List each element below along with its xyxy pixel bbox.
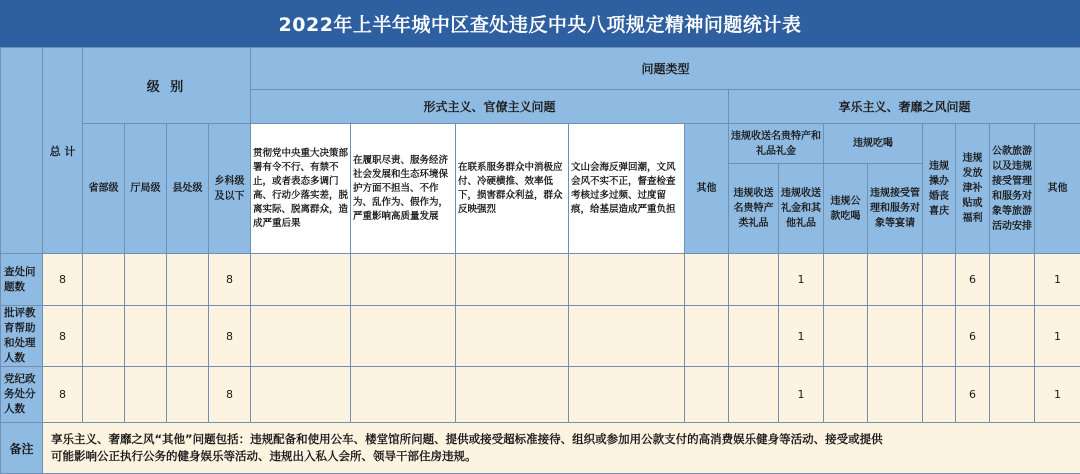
formalism-cell xyxy=(685,306,729,367)
dining-item-banquets: 违规接受管理和服务对象等宴请 xyxy=(868,164,923,254)
hedonism-cell xyxy=(990,254,1035,306)
note-text xyxy=(43,423,1080,474)
row-label: 查处问题数 xyxy=(1,254,43,306)
total-cell: 8 xyxy=(43,367,83,423)
note-line-2: 可能影响公正执行公务的健身娱乐等活动、违规出入私人会所、领导干部住房违规。 xyxy=(51,448,1072,465)
hedonism-cell: 6 xyxy=(956,367,990,423)
hedonism-cell xyxy=(923,254,956,306)
formalism-cell xyxy=(569,367,685,423)
hedonism-cell: 6 xyxy=(956,254,990,306)
level-cell: 8 xyxy=(209,254,251,306)
hedonism-allowances: 违规发放津补贴或福利 xyxy=(956,124,990,254)
gift-cell xyxy=(729,367,779,423)
hedonism-cell xyxy=(990,367,1035,423)
dining-group-header: 违规吃喝 xyxy=(824,124,923,164)
problem-type-header: 问题类型 xyxy=(251,48,1080,90)
formalism-cell xyxy=(251,306,351,367)
row-label: 党纪政务处分人数 xyxy=(1,367,43,423)
gift-cell: 1 xyxy=(779,254,824,306)
level-cell xyxy=(167,254,209,306)
formalism-cell xyxy=(685,367,729,423)
statistics-table xyxy=(0,47,1080,474)
level-cell xyxy=(167,306,209,367)
gift-cell xyxy=(729,254,779,306)
level-cell xyxy=(125,367,167,423)
hedonism-cell: 1 xyxy=(1035,254,1080,306)
formalism-cell xyxy=(251,367,351,423)
gift-item-specialty: 违规收送名贵特产类礼品 xyxy=(729,164,779,254)
hedonism-cell: 6 xyxy=(956,306,990,367)
formalism-item-3: 在联系服务群众中消极应付、冷硬横推、效率低下，损害群众利益，群众反映强烈 xyxy=(456,124,569,254)
level-cell: 8 xyxy=(209,306,251,367)
level-group-header: 级 别 xyxy=(83,48,251,124)
header-row-1 xyxy=(1,48,1080,90)
hedonism-travel: 公款旅游以及违规接受管理和服务对象等旅游活动安排 xyxy=(990,124,1035,254)
formalism-header: 形式主义、官僚主义问题 xyxy=(251,90,729,124)
dining-cell xyxy=(868,254,923,306)
level-bureau: 厅局级 xyxy=(125,124,167,254)
formalism-cell xyxy=(569,254,685,306)
total-cell: 8 xyxy=(43,254,83,306)
hedonism-header: 享乐主义、奢靡之风问题 xyxy=(729,90,1080,124)
dining-cell xyxy=(824,254,868,306)
formalism-cell xyxy=(456,367,569,423)
formalism-item-4: 文山会海反弹回潮，文风会风不实不正，督查检查考核过多过频、过度留痕，给基层造成严重负担 xyxy=(569,124,685,254)
row-label: 批评教育帮助和处理人数 xyxy=(1,306,43,367)
gift-item-cash: 违规收送礼金和其他礼品 xyxy=(779,164,824,254)
formalism-item-1: 贯彻党中央重大决策部署有令不行、有禁不止，或者表态多调门高、行动少落实差，脱离实际、脱离群众，造成严重后果 xyxy=(251,124,351,254)
gift-cell: 1 xyxy=(779,367,824,423)
formalism-cell xyxy=(351,306,456,367)
dining-item-public-funds: 违规公款吃喝 xyxy=(824,164,868,254)
hedonism-cell xyxy=(990,306,1035,367)
note-line-1: 享乐主义、奢靡之风“其他”问题包括：违规配备和使用公车、楼堂馆所问题、提供或接受超标准接待、组织或参加用公款支付的高消费娱乐健身等活动、接受或提供 xyxy=(51,431,1072,448)
formalism-item-2: 在履职尽责、服务经济社会发展和生态环境保护方面不担当、不作为、乱作为、假作为，严重影响高质量发展 xyxy=(351,124,456,254)
level-provincial: 省部级 xyxy=(83,124,125,254)
table-title: 2022年上半年城中区查处违反中央八项规定精神问题统计表 xyxy=(0,0,1080,47)
formalism-cell xyxy=(251,254,351,306)
formalism-cell xyxy=(456,254,569,306)
hedonism-cell: 1 xyxy=(1035,367,1080,423)
table-row xyxy=(1,306,1080,367)
formalism-other: 其他 xyxy=(685,124,729,254)
note-row xyxy=(1,423,1080,474)
gift-cell: 1 xyxy=(779,306,824,367)
level-cell xyxy=(125,254,167,306)
dining-cell xyxy=(868,306,923,367)
table-row xyxy=(1,367,1080,423)
dining-cell xyxy=(824,367,868,423)
hedonism-other: 其他 xyxy=(1035,124,1080,254)
hedonism-cell xyxy=(923,306,956,367)
level-cell: 8 xyxy=(209,367,251,423)
hedonism-cell xyxy=(923,367,956,423)
level-cell xyxy=(167,367,209,423)
formalism-cell xyxy=(685,254,729,306)
formalism-cell xyxy=(351,254,456,306)
formalism-cell xyxy=(456,306,569,367)
hedonism-cell: 1 xyxy=(1035,306,1080,367)
formalism-cell xyxy=(569,306,685,367)
level-cell xyxy=(83,367,125,423)
dining-cell xyxy=(868,367,923,423)
level-cell xyxy=(125,306,167,367)
dining-cell xyxy=(824,306,868,367)
total-header: 总 计 xyxy=(43,48,83,254)
gift-cell xyxy=(729,306,779,367)
level-county: 县处级 xyxy=(167,124,209,254)
note-label: 备注 xyxy=(1,423,43,474)
level-cell xyxy=(83,254,125,306)
level-cell xyxy=(83,306,125,367)
table-row xyxy=(1,254,1080,306)
header-row-3 xyxy=(1,124,1080,164)
corner-cell xyxy=(1,48,43,254)
total-cell: 8 xyxy=(43,306,83,367)
level-township: 乡科级及以下 xyxy=(209,124,251,254)
gift-group-header: 违规收送名贵特产和礼品礼金 xyxy=(729,124,824,164)
hedonism-weddings: 违规操办婚丧喜庆 xyxy=(923,124,956,254)
formalism-cell xyxy=(351,367,456,423)
